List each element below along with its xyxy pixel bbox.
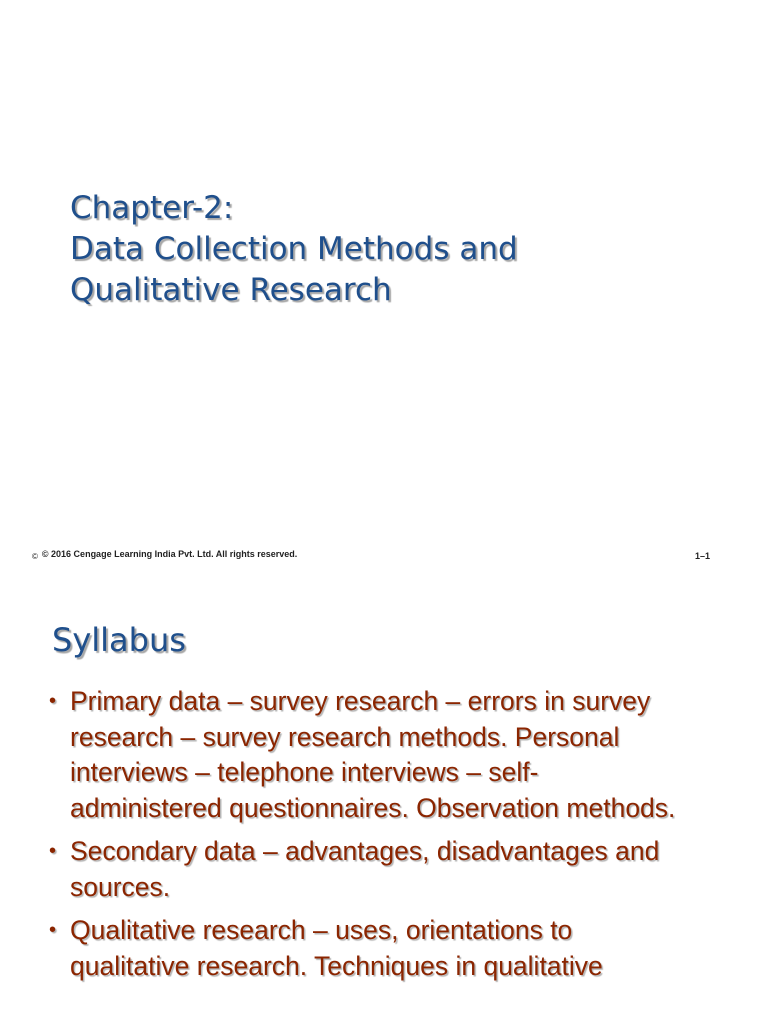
copyright-text: © 2016 Cengage Learning India Pvt. Ltd. All rights reserved.: [41, 549, 298, 559]
syllabus-bullet-list: [49, 684, 689, 992]
chapter-title: [70, 188, 518, 311]
bullet-text: Secondary data – advantages, disadvantages and sources.: [70, 836, 660, 902]
bullet-text: Primary data – survey research – errors in survey research – survey research methods. Personal interviews – telephone interviews – self-administered questionnaires. Observation methods.: [70, 686, 676, 823]
bullet-dot-icon: •: [49, 690, 57, 712]
slide-number: 1–1: [695, 551, 711, 561]
chapter-title-line-1: Chapter-2:: [70, 190, 234, 226]
slide-2: [0, 576, 768, 1024]
bullet-dot-icon: •: [49, 840, 57, 862]
bullet-dot-icon: •: [49, 919, 57, 941]
bullet-item: [49, 913, 689, 984]
syllabus-title: Syllabus: [52, 621, 186, 659]
bullet-text: Qualitative research – uses, orientations to qualitative research. Techniques in qualitative: [70, 915, 603, 981]
bullet-item: [49, 684, 689, 826]
chapter-title-line-2: Data Collection Methods and: [70, 231, 518, 267]
bullet-item: [49, 834, 689, 905]
copyright-icon: ©: [32, 552, 38, 561]
chapter-title-line-3: Qualitative Research: [70, 272, 392, 308]
copyright-footer: [32, 549, 297, 559]
